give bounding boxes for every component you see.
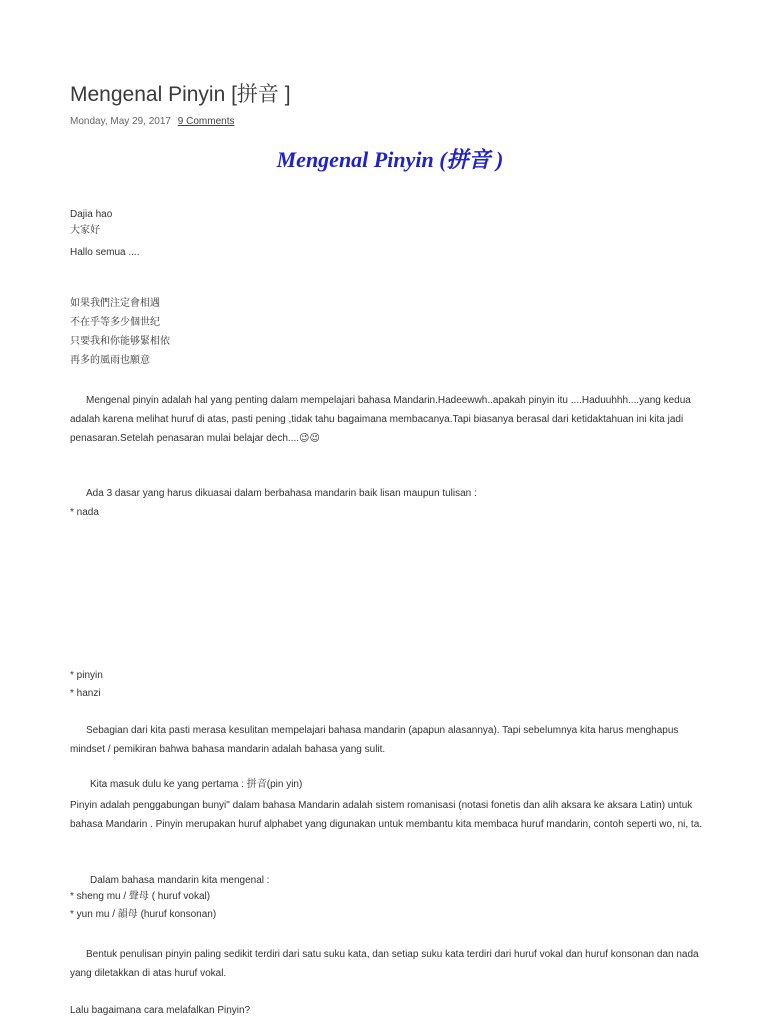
greeting-hanzi: 大家好	[70, 225, 100, 236]
know-intro: Dalam bahasa mandarin kita mengenal :	[90, 875, 270, 886]
post-title: Mengenal Pinyin [拼音 ]	[70, 83, 291, 106]
post-date: Monday, May 29, 2017	[70, 116, 171, 127]
know-item-yun-mu: * yun mu / 韻母 (huruf konsonan)	[70, 909, 217, 920]
basics-item-nada: * nada	[70, 507, 99, 518]
basics-item-hanzi: * hanzi	[70, 688, 101, 699]
mindset-paragraph: Sebagian dari kita pasti merasa kesulitan mempelajari bahasa mandarin (apapun alasannya). Tapi sebelumnya kita harus menghapus mindset / pemikiran bahwa bahasa mandarin adalah bahasa yang sulit.	[70, 725, 679, 755]
poem-line: 不在乎等多少個世纪	[70, 317, 160, 328]
greeting-text: Hallo semua ....	[70, 247, 140, 258]
poem-line: 只要我和你能够緊相依	[70, 336, 170, 347]
basics-intro: Ada 3 dasar yang harus dikuasai dalam berbahasa mandarin baik lisan maupun tulisan :	[86, 488, 477, 499]
intro-paragraph: Mengenal pinyin adalah hal yang penting dalam mempelajari bahasa Mandarin.Hadeewwh..apakah pinyin itu ....Haduuhhh....yang kedua adalah karena melihat huruf di atas, pasti pening ,tidak tahu bagaimana membacanya.Tapi biasanya berasal dari ketidaktahuan ini kita jadi penasaran.Setelah penasaran mulai belajar dech....😉😉	[70, 395, 691, 444]
poem-line: 如果我們注定會相遇	[70, 298, 160, 309]
syllable-paragraph: Bentuk penulisan pinyin paling sedikit terdiri dari satu suku kata, dan setiap suku kata terdiri dari huruf vokal dan huruf konsonan dan nada yang diletakkan di atas huruf vokal.	[70, 949, 699, 979]
know-item-sheng-mu: * sheng mu / 聲母 ( huruf vokal)	[70, 891, 211, 902]
greeting-pinyin: Dajia hao	[70, 209, 113, 220]
post-meta	[70, 116, 234, 127]
closing-question: Lalu bagaimana cara melafalkan Pinyin?	[70, 1005, 251, 1016]
pinyin-definition: Pinyin adalah penggabungan bunyi" dalam bahasa Mandarin adalah sistem romanisasi (notasi fonetis dan alih aksara ke aksara Latin) untuk bahasa Mandarin . Pinyin merupakan huruf alphabet yang digunakan untuk membantu kita membaca huruf mandarin, contoh seperti wo, ni, ta.	[70, 800, 703, 830]
poem-line: 再多的風雨也願意	[70, 355, 150, 366]
comments-link[interactable]: 9 Comments	[177, 116, 235, 127]
basics-item-pinyin: * pinyin	[70, 670, 103, 681]
first-intro: Kita masuk dulu ke yang pertama : 拼音(pin yin)	[90, 779, 303, 790]
content-heading: Mengenal Pinyin (拼音 )	[276, 147, 504, 172]
